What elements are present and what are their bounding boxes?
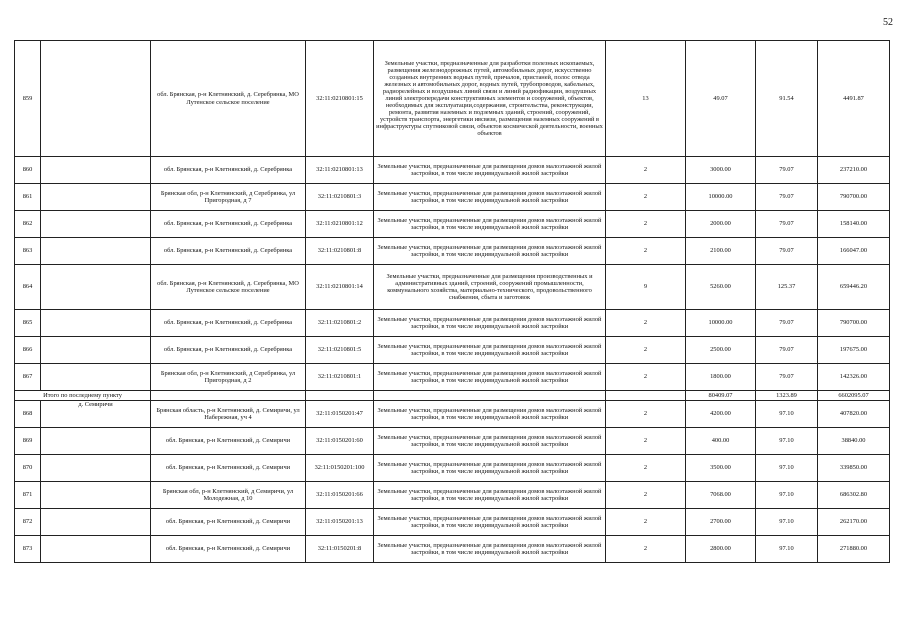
land-use-description: Земельные участки, предназначенные для размещения производственных и административных зданий, строений, сооружений промышленности, коммунального хозяйства, материально-технического, продовольственного снабжения, сбыта и заготовок <box>374 265 606 310</box>
land-use-code: 2 <box>606 238 686 265</box>
land-use-description: Земельные участки, предназначенные для разработки полезных ископаемых, размещения железнодорожных путей, автомобильных дорог, искусственно созданных внутренних водных путей, причалов, пристаней, полос отвода железных и автомобильных дорог, водных путей, трубопроводов, кабельных, радиорелейных и воздушных линий связи и линий радиофикации, воздушных линий электропередачи конструктивных элементов и сооружений, объектов, необходимых для эксплуатации,содержания, строительства, реконструкции, ремонта, развития наземных и подземных зданий, строений, сооружений, устройств транспорта, энергетики ивсвязи, размещения наземных сооружений в инфраструктуры спутниковой связи, объектов космической деятельности, военных объектов <box>374 41 606 157</box>
locality <box>41 455 151 482</box>
table-row <box>15 364 890 391</box>
area: 7068.00 <box>686 482 756 509</box>
address: обл. Брянская, р-н Клетнянский, д. Серебрянка, МО Лутенское сельское поселение <box>151 41 306 157</box>
address: Брянская обл, р-н Клетнянский, д Серебрянка, ул Пригородная, д 7 <box>151 184 306 211</box>
cadastral-number: 32:11:0150201:60 <box>306 428 374 455</box>
total-label: Итого по последнему пункту <box>15 391 151 401</box>
cadastral-rate: 97.10 <box>756 509 818 536</box>
land-use-description: Земельные участки, предназначенные для размещения домов малоэтажной жилой застройки, в том числе индивидуальной жилой застройки <box>374 238 606 265</box>
table-row <box>15 310 890 337</box>
cadastral-rate: 79.07 <box>756 310 818 337</box>
cadastral-number: 32:11:0210801:2 <box>306 310 374 337</box>
total-value: 6602095.07 <box>818 391 890 401</box>
cadastral-value: 166047.00 <box>818 238 890 265</box>
cadastral-number: 32:11:0210801:14 <box>306 265 374 310</box>
land-use-description: Земельные участки, предназначенные для размещения домов малоэтажной жилой застройки, в том числе индивидуальной жилой застройки <box>374 536 606 563</box>
cadastral-value: 38840.00 <box>818 428 890 455</box>
row-number: 861 <box>15 184 41 211</box>
locality <box>41 184 151 211</box>
cadastral-value: 158140.00 <box>818 211 890 238</box>
land-use-description: Земельные участки, предназначенные для размещения домов малоэтажной жилой застройки, в том числе индивидуальной жилой застройки <box>374 364 606 391</box>
cadastral-rate: 97.10 <box>756 428 818 455</box>
land-use-code: 13 <box>606 41 686 157</box>
cadastral-rate: 79.07 <box>756 184 818 211</box>
table-row <box>15 428 890 455</box>
land-use-code: 2 <box>606 509 686 536</box>
cadastral-value: 237210.00 <box>818 157 890 184</box>
table-row <box>15 184 890 211</box>
address: обл. Брянская, р-н Клетнянский, д. Семиричи <box>151 428 306 455</box>
cadastral-number: 32:11:0210801:1 <box>306 364 374 391</box>
cadastral-rate: 91.54 <box>756 41 818 157</box>
area: 400.00 <box>686 428 756 455</box>
row-number: 868 <box>15 401 41 428</box>
land-use-description: Земельные участки, предназначенные для размещения домов малоэтажной жилой застройки, в том числе индивидуальной жилой застройки <box>374 310 606 337</box>
locality <box>41 428 151 455</box>
land-use-description: Земельные участки, предназначенные для размещения домов малоэтажной жилой застройки, в том числе индивидуальной жилой застройки <box>374 428 606 455</box>
row-number: 863 <box>15 238 41 265</box>
area: 5260.00 <box>686 265 756 310</box>
locality <box>41 265 151 310</box>
address: Брянская обл, р-н Клетнянский, д Серебрянка, ул Пригородная, д 2 <box>151 364 306 391</box>
land-use-description: Земельные участки, предназначенные для размещения домов малоэтажной жилой застройки, в том числе индивидуальной жилой застройки <box>374 482 606 509</box>
locality <box>41 364 151 391</box>
address: обл. Брянская, р-н Клетнянский, д. Серебрянка <box>151 337 306 364</box>
table-row <box>15 536 890 563</box>
cadastral-value: 659446.20 <box>818 265 890 310</box>
cadastral-number: 32:11:0210801:3 <box>306 184 374 211</box>
cadastral-number: 32:11:0150201:66 <box>306 482 374 509</box>
total-row <box>15 391 890 401</box>
land-use-code: 2 <box>606 536 686 563</box>
total-empty-address <box>151 391 306 401</box>
row-number: 865 <box>15 310 41 337</box>
land-use-description: Земельные участки, предназначенные для размещения домов малоэтажной жилой застройки, в том числе индивидуальной жилой застройки <box>374 157 606 184</box>
cadastral-value: 339850.00 <box>818 455 890 482</box>
row-number: 870 <box>15 455 41 482</box>
land-use-code: 2 <box>606 364 686 391</box>
cadastral-value: 271880.00 <box>818 536 890 563</box>
cadastral-rate: 79.07 <box>756 211 818 238</box>
cadastral-rate: 79.07 <box>756 337 818 364</box>
land-use-code: 2 <box>606 310 686 337</box>
page-number: 52 <box>883 17 893 28</box>
row-number: 859 <box>15 41 41 157</box>
land-use-code: 2 <box>606 211 686 238</box>
table-row <box>15 337 890 364</box>
address: обл. Брянская, р-н Клетнянский, д. Семиричи <box>151 455 306 482</box>
row-number: 872 <box>15 509 41 536</box>
locality <box>41 310 151 337</box>
cadastral-rate: 79.07 <box>756 157 818 184</box>
cadastral-rate: 79.07 <box>756 238 818 265</box>
cadastral-rate: 125.37 <box>756 265 818 310</box>
cadastral-rate: 97.10 <box>756 455 818 482</box>
locality: д. Семиричи <box>41 401 151 428</box>
locality <box>41 536 151 563</box>
table-row <box>15 455 890 482</box>
table-body <box>15 41 890 563</box>
area: 3500.00 <box>686 455 756 482</box>
address: обл. Брянская, р-н Клетнянский, д. Серебрянка <box>151 238 306 265</box>
locality <box>41 238 151 265</box>
land-use-description: Земельные участки, предназначенные для размещения домов малоэтажной жилой застройки, в том числе индивидуальной жилой застройки <box>374 455 606 482</box>
land-use-code: 2 <box>606 455 686 482</box>
table-row <box>15 211 890 238</box>
area: 2500.00 <box>686 337 756 364</box>
row-number: 867 <box>15 364 41 391</box>
row-number: 869 <box>15 428 41 455</box>
land-use-description: Земельные участки, предназначенные для размещения домов малоэтажной жилой застройки, в том числе индивидуальной жилой застройки <box>374 211 606 238</box>
address: Брянская область, р-н Клетнянский, д. Семиричи, ул Набережная, уч 4 <box>151 401 306 428</box>
table-row <box>15 482 890 509</box>
cadastral-number: 32:11:0210801:15 <box>306 41 374 157</box>
cadastral-number: 32:11:0210801:13 <box>306 157 374 184</box>
area: 1800.00 <box>686 364 756 391</box>
cadastral-value: 686302.80 <box>818 482 890 509</box>
total-empty-cadastral <box>306 391 374 401</box>
land-use-code: 2 <box>606 401 686 428</box>
cadastral-value: 262170.00 <box>818 509 890 536</box>
land-registry-table <box>14 40 890 563</box>
land-use-code: 9 <box>606 265 686 310</box>
cadastral-rate: 97.10 <box>756 482 818 509</box>
table-row <box>15 509 890 536</box>
area: 2100.00 <box>686 238 756 265</box>
cadastral-number: 32:11:0210801:8 <box>306 238 374 265</box>
locality <box>41 509 151 536</box>
locality <box>41 482 151 509</box>
land-use-code: 2 <box>606 337 686 364</box>
address: обл. Брянская, р-н Клетнянский, д. Семиричи <box>151 536 306 563</box>
land-use-description: Земельные участки, предназначенные для размещения домов малоэтажной жилой застройки, в том числе индивидуальной жилой застройки <box>374 184 606 211</box>
area: 49.07 <box>686 41 756 157</box>
address: обл. Брянская, р-н Клетнянский, д. Семиричи <box>151 509 306 536</box>
cadastral-value: 197675.00 <box>818 337 890 364</box>
locality <box>41 337 151 364</box>
total-empty-description <box>374 391 606 401</box>
cadastral-number: 32:11:0150201:8 <box>306 536 374 563</box>
cadastral-number: 32:11:0210801:12 <box>306 211 374 238</box>
row-number: 871 <box>15 482 41 509</box>
address: Брянская обл, р-н Клетнянский, д Семиричи, ул Молодежная, д 10 <box>151 482 306 509</box>
total-empty-code <box>606 391 686 401</box>
area: 2700.00 <box>686 509 756 536</box>
locality <box>41 211 151 238</box>
area: 4200.00 <box>686 401 756 428</box>
area: 2000.00 <box>686 211 756 238</box>
cadastral-value: 407820.00 <box>818 401 890 428</box>
address: обл. Брянская, р-н Клетнянский, д. Серебрянка <box>151 157 306 184</box>
area: 10000.00 <box>686 184 756 211</box>
address: обл. Брянская, р-н Клетнянский, д. Серебрянка <box>151 310 306 337</box>
row-number: 860 <box>15 157 41 184</box>
locality <box>41 157 151 184</box>
address: обл. Брянская, р-н Клетнянский, д. Серебрянка, МО Лутенское сельское поселение <box>151 265 306 310</box>
cadastral-value: 790700.00 <box>818 310 890 337</box>
cadastral-value: 4491.87 <box>818 41 890 157</box>
table-row <box>15 265 890 310</box>
cadastral-number: 32:11:0210801:5 <box>306 337 374 364</box>
land-use-description: Земельные участки, предназначенные для размещения домов малоэтажной жилой застройки, в том числе индивидуальной жилой застройки <box>374 509 606 536</box>
land-use-code: 2 <box>606 157 686 184</box>
cadastral-rate: 79.07 <box>756 364 818 391</box>
locality <box>41 41 151 157</box>
total-rate: 1323.89 <box>756 391 818 401</box>
table-row <box>15 157 890 184</box>
total-area: 80409.07 <box>686 391 756 401</box>
cadastral-number: 32:11:0150201:47 <box>306 401 374 428</box>
area: 10000.00 <box>686 310 756 337</box>
cadastral-value: 142326.00 <box>818 364 890 391</box>
land-use-code: 2 <box>606 184 686 211</box>
area: 2800.00 <box>686 536 756 563</box>
row-number: 862 <box>15 211 41 238</box>
row-number: 866 <box>15 337 41 364</box>
cadastral-number: 32:11:0150201:100 <box>306 455 374 482</box>
address: обл. Брянская, р-н Клетнянский, д. Серебрянка <box>151 211 306 238</box>
land-use-code: 2 <box>606 482 686 509</box>
table-row <box>15 41 890 157</box>
cadastral-rate: 97.10 <box>756 401 818 428</box>
cadastral-number: 32:11:0150201:13 <box>306 509 374 536</box>
cadastral-value: 790700.00 <box>818 184 890 211</box>
land-use-code: 2 <box>606 428 686 455</box>
row-number: 873 <box>15 536 41 563</box>
cadastral-rate: 97.10 <box>756 536 818 563</box>
area: 3000.00 <box>686 157 756 184</box>
land-use-description: Земельные участки, предназначенные для размещения домов малоэтажной жилой застройки, в том числе индивидуальной жилой застройки <box>374 401 606 428</box>
table-row <box>15 238 890 265</box>
table-row <box>15 401 890 428</box>
row-number: 864 <box>15 265 41 310</box>
land-use-description: Земельные участки, предназначенные для размещения домов малоэтажной жилой застройки, в том числе индивидуальной жилой застройки <box>374 337 606 364</box>
